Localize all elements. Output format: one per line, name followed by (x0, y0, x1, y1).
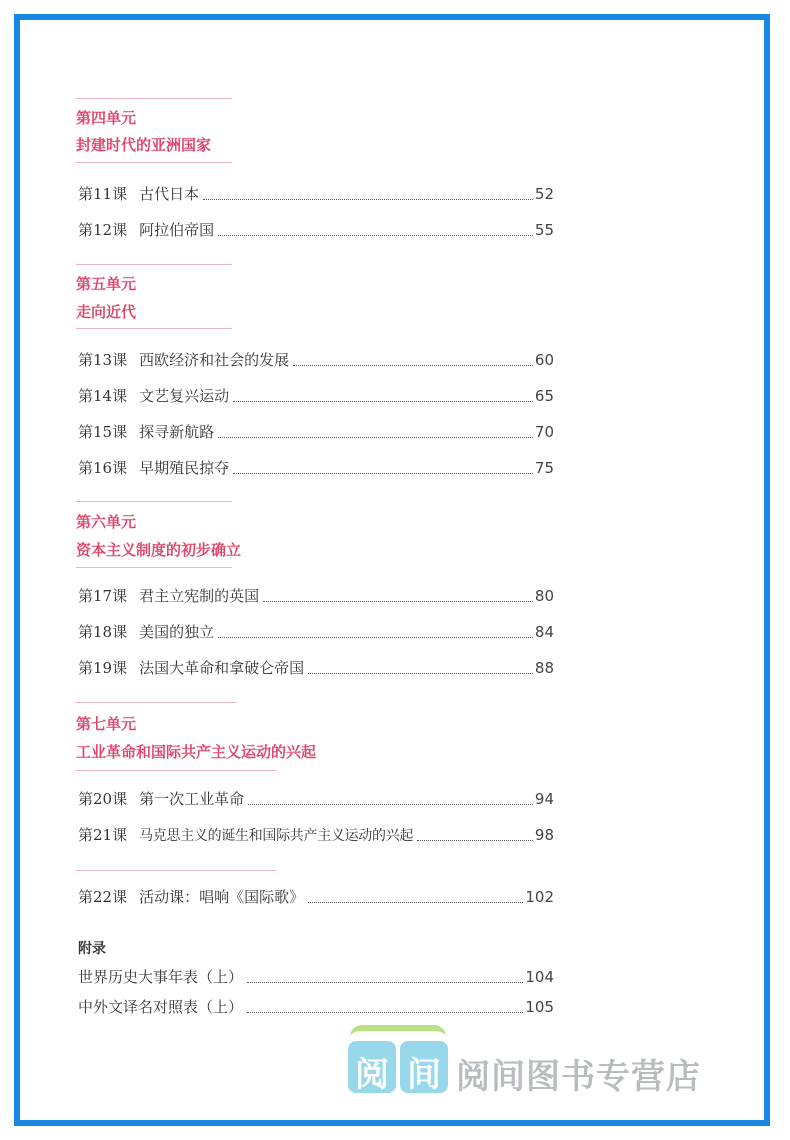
dot-leader (308, 902, 523, 903)
page-number: 104 (525, 968, 554, 986)
page-frame (14, 14, 770, 1126)
toc-entry[interactable] (78, 657, 554, 679)
unit-rule-bottom (76, 770, 276, 771)
lesson-number: 第19课 (78, 659, 128, 677)
lesson-title: 美国的独立 (139, 623, 215, 641)
unit-rule-bottom (76, 328, 232, 329)
appendix-heading: 附录 (78, 941, 106, 957)
page-number: 105 (525, 998, 554, 1016)
lesson-title: 西欧经济和社会的发展 (139, 351, 290, 369)
page-number: 84 (534, 623, 554, 641)
dot-leader (218, 637, 533, 638)
lesson-title: 阿拉伯帝国 (139, 221, 215, 239)
dot-leader (233, 473, 533, 474)
page-number: 60 (534, 351, 554, 369)
watermark-text: 阅间图书专营店 (456, 1057, 701, 1097)
page-number: 94 (534, 790, 554, 808)
toc-entry[interactable] (78, 886, 554, 908)
toc-entry[interactable] (78, 457, 554, 479)
page-number: 98 (534, 826, 554, 844)
toc-entry[interactable] (78, 349, 554, 371)
lesson-title: 法国大革命和拿破仑帝国 (139, 659, 305, 677)
unit-title: 资本主义制度的初步确立 (76, 541, 242, 559)
store-watermark (340, 1025, 760, 1105)
unit-rule-bottom (76, 162, 232, 163)
page-number: 65 (534, 387, 554, 405)
toc-entry[interactable] (78, 385, 554, 407)
unit-rule-top (76, 702, 236, 703)
watermark-glyph-box (348, 1041, 396, 1093)
appendix-entry[interactable] (78, 996, 554, 1018)
toc-entry[interactable] (78, 183, 554, 205)
unit-title: 走向近代 (76, 303, 137, 321)
unit-label: 第五单元 (76, 275, 137, 293)
appendix-title: 中外文译名对照表（上） (78, 998, 244, 1016)
dot-leader (218, 437, 533, 438)
page-number: 52 (534, 185, 554, 203)
lesson-number: 第14课 (78, 387, 128, 405)
page-number: 80 (534, 587, 554, 605)
unit-rule-top (76, 264, 232, 265)
page-number: 88 (534, 659, 554, 677)
lesson-number: 第13课 (78, 351, 128, 369)
dot-leader (233, 401, 533, 402)
dot-leader (247, 1012, 523, 1013)
dot-leader (248, 804, 533, 805)
dot-leader (263, 601, 533, 602)
lesson-number: 第12课 (78, 221, 128, 239)
lesson-number: 第11课 (78, 185, 128, 203)
page-number: 102 (525, 888, 554, 906)
unit-rule-bottom (76, 567, 232, 568)
appendix-entry[interactable] (78, 966, 554, 988)
unit-label: 第四单元 (76, 109, 137, 127)
unit-title: 工业革命和国际共产主义运动的兴起 (76, 743, 317, 761)
unit-title: 封建时代的亚洲国家 (76, 136, 212, 154)
lesson-number: 第17课 (78, 587, 128, 605)
toc-entry[interactable] (78, 824, 554, 846)
lesson-number: 第18课 (78, 623, 128, 641)
unit-label: 第六单元 (76, 513, 137, 531)
unit-label: 第七单元 (76, 715, 137, 733)
watermark-glyph-box (400, 1041, 448, 1093)
toc-entry[interactable] (78, 421, 554, 443)
dot-leader (247, 982, 523, 983)
lesson-number: 第20课 (78, 790, 128, 808)
unit-rule-top (76, 98, 232, 99)
unit-rule-top (76, 501, 232, 502)
toc-entry[interactable] (78, 788, 554, 810)
lesson-title: 文艺复兴运动 (139, 387, 230, 405)
page-number: 75 (534, 459, 554, 477)
lesson-title: 探寻新航路 (139, 423, 215, 441)
watermark-glyph: 间 (407, 1055, 441, 1095)
appendix-title: 世界历史大事年表（上） (78, 968, 244, 986)
lesson-title: 第一次工业革命 (139, 790, 245, 808)
toc-entry[interactable] (78, 621, 554, 643)
toc-entry[interactable] (78, 585, 554, 607)
watermark-glyph: 阅 (355, 1055, 389, 1095)
page-number: 55 (534, 221, 554, 239)
lesson-title: 古代日本 (139, 185, 200, 203)
lesson-title: 活动课：唱响《国际歌》 (139, 888, 305, 906)
lesson-number: 第16课 (78, 459, 128, 477)
table-of-contents (20, 20, 764, 1120)
dot-leader (293, 365, 533, 366)
dot-leader (218, 235, 533, 236)
toc-entry[interactable] (78, 219, 554, 241)
lesson-number: 第15课 (78, 423, 128, 441)
lesson-number: 第21课 (78, 826, 128, 844)
lesson-title: 马克思主义的诞生和国际共产主义运动的兴起 (139, 828, 414, 844)
dot-leader (203, 199, 533, 200)
lesson-title: 君主立宪制的英国 (139, 587, 260, 605)
lesson-title: 早期殖民掠夺 (139, 459, 230, 477)
dot-leader (308, 673, 533, 674)
lesson-number: 第22课 (78, 888, 128, 906)
page-number: 70 (534, 423, 554, 441)
dot-leader (417, 840, 533, 841)
section-rule (76, 870, 276, 871)
